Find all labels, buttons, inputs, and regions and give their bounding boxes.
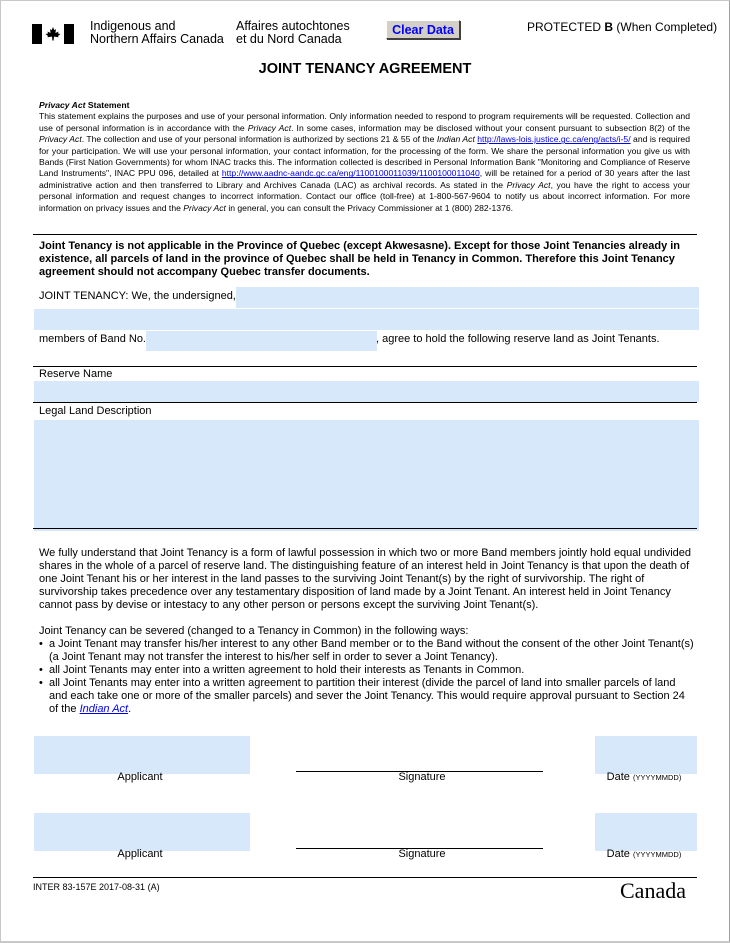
divider bbox=[33, 402, 697, 403]
severance-item bbox=[39, 638, 696, 664]
divider bbox=[33, 366, 697, 367]
page-title: JOINT TENANCY AGREEMENT bbox=[258, 61, 472, 77]
department-name-french bbox=[236, 20, 350, 46]
privacy-statement-title bbox=[39, 100, 690, 111]
canada-flag-icon bbox=[32, 24, 74, 44]
privacy-text-4: and is required for your participation. We will use your personal information, your contact information, for the processing of the form. We share the personal information you give us with Bands (First Nation Governments) for whom INAC tracks this. The information collected is described in Personal Information Bank "Monitoring and Compliance of Reserve Land Instruments", INAC PPU 096, detailed at bbox=[39, 134, 690, 179]
privacy-text-2: . In some cases, information may be disclosed without your consent pursuant to subsection 8(2) of the bbox=[291, 122, 690, 133]
divider bbox=[33, 234, 697, 235]
date-label-text: Date bbox=[606, 771, 630, 783]
reserve-name-field[interactable] bbox=[34, 381, 699, 402]
applicant-label-1: Applicant bbox=[117, 771, 163, 783]
privacy-text-6: , you have the right to access your personal information and request changes to incorrect information. Contact our office (toll-free) at 1-800-567-9604 to notify us about incorrect information. For more information on privacy issues and the bbox=[39, 179, 691, 213]
severance-section bbox=[39, 625, 696, 716]
band-number-suffix: , agree to hold the following reserve land as Joint Tenants. bbox=[376, 333, 660, 345]
severance-item bbox=[39, 677, 696, 716]
quebec-notice: Joint Tenancy is not applicable in the Province of Quebec (except Akwesasne). Except for those Joint Tenancies already in existence, all parcels of land in the province of Quebec shall be held in Tenancy in Common. Therefore this Joint Tenancy agreement should not accompany Quebec transfer documents. bbox=[39, 240, 681, 278]
privacy-text-7: in general, you can consult the Privacy Commissioner at 1 (800) 282-1376. bbox=[225, 202, 514, 213]
privacy-text-5: , will be retained for a period of 30 years after the last administrative action and then transferred to Library and Archives Canada (LAC) as archival records. As stated in the bbox=[39, 168, 690, 190]
department-fr-line1: Affaires autochtones bbox=[236, 19, 350, 33]
department-en-line2: Northern Affairs Canada bbox=[90, 32, 224, 46]
clear-data-button[interactable]: Clear Data bbox=[386, 20, 460, 39]
privacy-act-ref: Privacy Act bbox=[183, 202, 226, 213]
date-format-hint: (YYYYMMDD) bbox=[632, 773, 682, 782]
severance-list bbox=[39, 638, 696, 716]
canada-wordmark: Canada bbox=[620, 878, 686, 903]
department-en-line1: Indigenous and bbox=[90, 19, 176, 33]
privacy-act-ref: Privacy Act bbox=[247, 122, 292, 133]
legal-land-description-label: Legal Land Description bbox=[39, 405, 152, 417]
severance-item bbox=[39, 664, 696, 677]
severance-item-text: all Joint Tenants may enter into a written agreement to partition their interest (divide the parcel of land into smaller parcels of land and each take one or more of the smaller parcels) and sever the Joint Tenancy. This would require approval pursuant to Section 24 of the bbox=[49, 677, 685, 715]
severance-intro: Joint Tenancy can be severed (changed to a Tenancy in Common) in the following ways: bbox=[39, 625, 469, 637]
applicant-field-2[interactable] bbox=[34, 813, 250, 851]
date-field-1[interactable] bbox=[595, 736, 697, 774]
protected-classification bbox=[527, 20, 717, 34]
divider bbox=[33, 528, 697, 529]
privacy-act-ref: Privacy Act bbox=[39, 134, 82, 145]
severance-item-text: a Joint Tenant may transfer his/her interest to any other Band member or to the Band without the consent of the other Joint Tenant(s) (a Joint Tenant may not transfer the interest to his/her self in order to sever a Joint Tenancy). bbox=[49, 638, 694, 663]
department-name-english bbox=[90, 20, 224, 46]
period: . bbox=[128, 703, 132, 715]
privacy-act-title-italic: Privacy Act bbox=[39, 100, 86, 110]
personal-info-bank-link[interactable]: http://www.aadnc-aandc.gc.ca/eng/1100100011039/1100100011040 bbox=[221, 168, 480, 179]
privacy-act-ref: Privacy Act bbox=[506, 179, 551, 190]
band-number-prefix: members of Band No. bbox=[39, 333, 146, 345]
indian-act-link[interactable]: Indian Act bbox=[79, 703, 129, 715]
undersigned-names-field-1[interactable] bbox=[236, 287, 699, 308]
applicant-label-2: Applicant bbox=[117, 848, 163, 860]
form-identifier: INTER 83-157E 2017-08-31 (A) bbox=[33, 882, 160, 892]
date-label-2 bbox=[595, 848, 693, 860]
joint-tenancy-label: JOINT TENANCY: We, the undersigned, bbox=[39, 290, 236, 302]
date-format-hint: (YYYYMMDD) bbox=[632, 850, 682, 859]
footer-divider bbox=[33, 877, 697, 878]
applicant-field-1[interactable] bbox=[34, 736, 250, 774]
privacy-text-1: This statement explains the purposes and use of your personal information. Only information needed to respond to program requirements will be requested. Collection and use of personal information is in accordance with the bbox=[39, 111, 690, 133]
protected-suffix: (When Completed) bbox=[616, 20, 718, 34]
protected-prefix: PROTECTED bbox=[527, 20, 602, 34]
privacy-text-3: . The collection and use of your personal information is authorized by sections 21 & 55 of the bbox=[81, 134, 437, 145]
date-label-text: Date bbox=[606, 848, 630, 860]
severance-item-text: all Joint Tenants may enter into a written agreement to hold their interests as Tenants in Common. bbox=[49, 664, 525, 676]
privacy-title-rest: Statement bbox=[85, 100, 130, 110]
indian-act-link[interactable]: http://laws-lois.justice.gc.ca/eng/acts/i-5/ bbox=[477, 134, 631, 145]
indian-act-ref: Indian Act bbox=[436, 134, 475, 145]
department-fr-line2: et du Nord Canada bbox=[236, 32, 342, 46]
date-label-1 bbox=[595, 771, 693, 783]
signature-label-1: Signature bbox=[398, 771, 446, 783]
protected-level: B bbox=[604, 20, 614, 34]
signature-label-2: Signature bbox=[398, 848, 446, 860]
legal-land-description-field[interactable] bbox=[34, 420, 699, 531]
privacy-statement bbox=[39, 100, 690, 214]
date-field-2[interactable] bbox=[595, 813, 697, 851]
reserve-name-label: Reserve Name bbox=[39, 368, 113, 380]
joint-tenancy-understanding: We fully understand that Joint Tenancy is a form of lawful possession in which two or more Band members jointly hold equal undivided shares in the whole of a parcel of reserve land. The distinguishing feature of an interest held in Joint Tenancy is that upon the death of one Joint Tenant his or her interest in the land passes to the surviving Joint Tenant(s) by the right of survivorship. The right of survivorship takes precedence over any testamentary disposition of land made by a Joint Tenant. An interest held in Joint Tenancy cannot pass by devise or intestacy to any other person or persons except the surviving Joint Tenant(s). bbox=[39, 547, 691, 611]
undersigned-names-field-2[interactable] bbox=[34, 309, 699, 330]
band-number-field[interactable] bbox=[146, 331, 377, 351]
